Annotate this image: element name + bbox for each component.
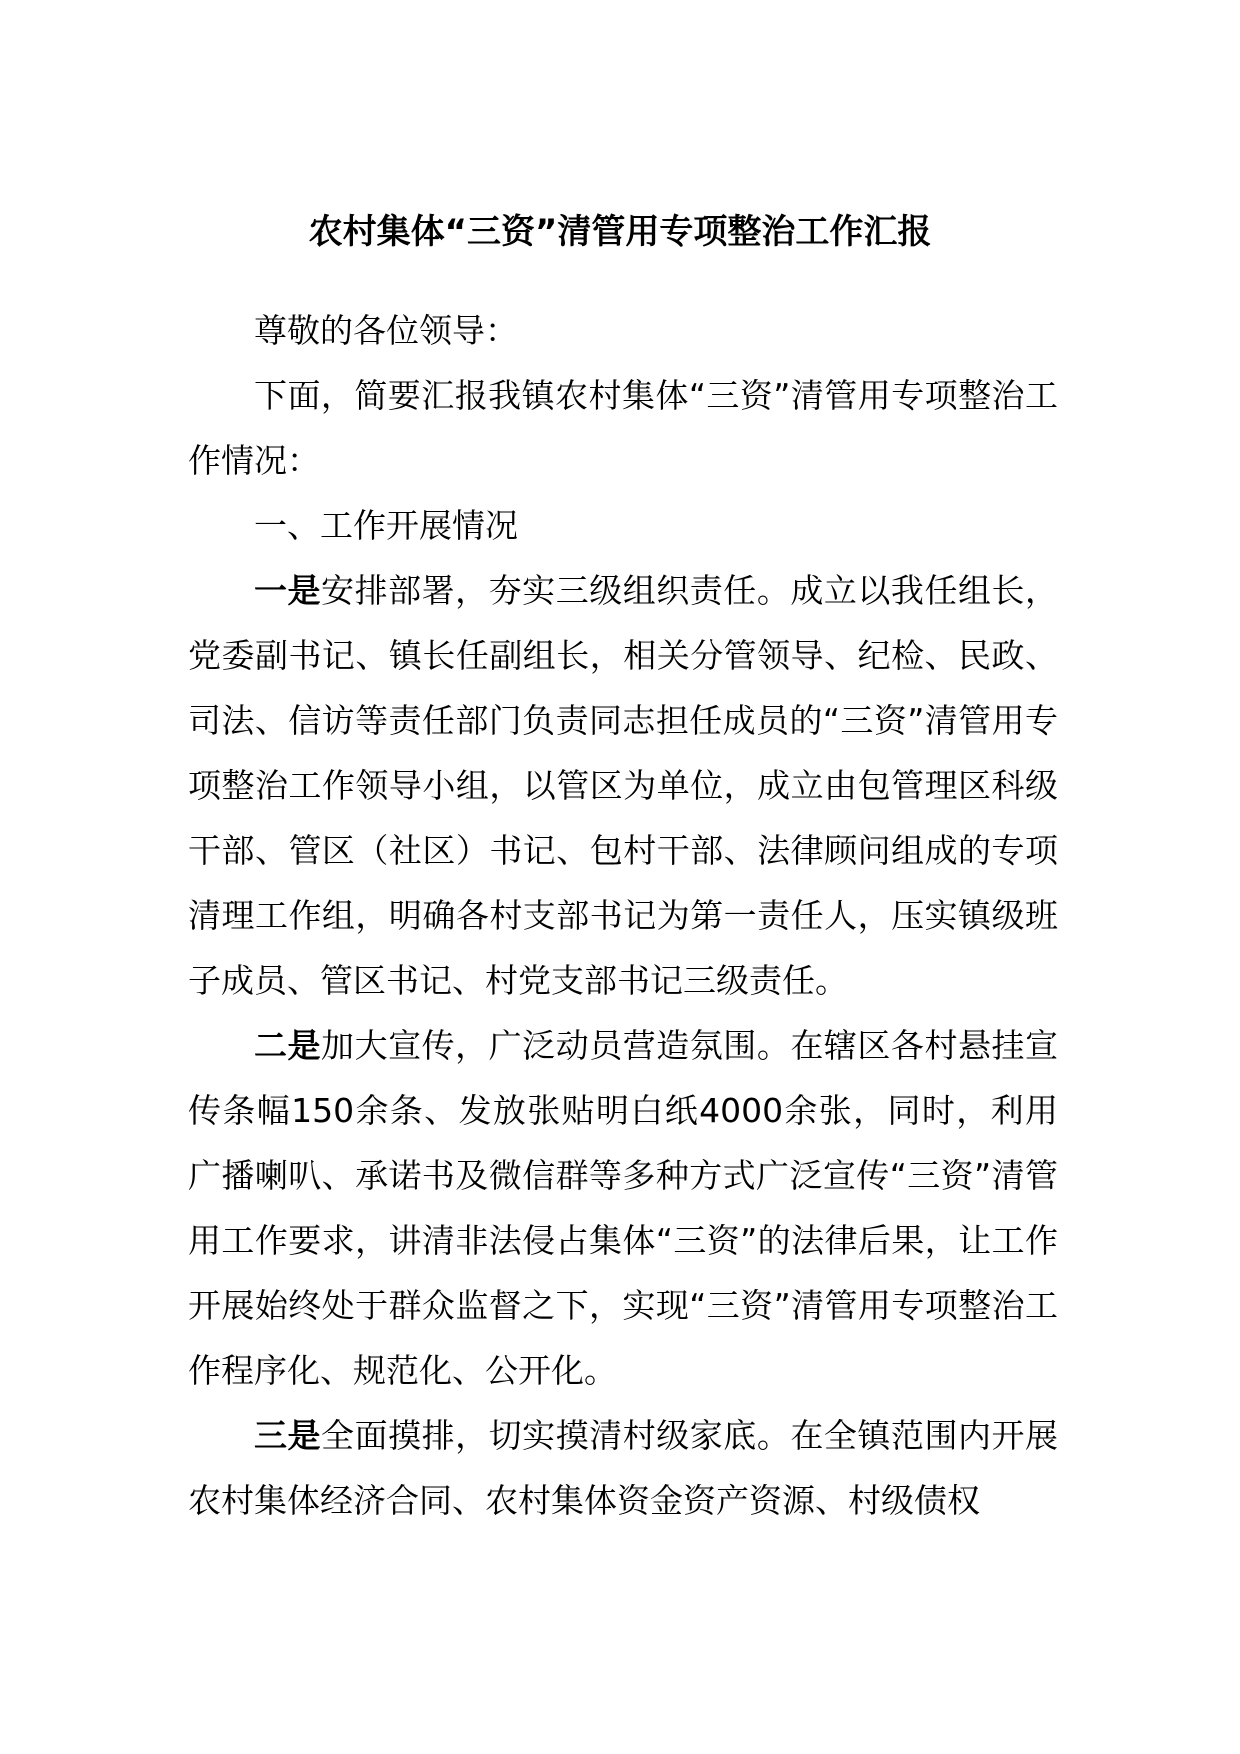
- item-paragraph-3: [188, 1403, 1058, 1533]
- item-lead: 一是: [254, 571, 322, 610]
- document-title: 农村集体“三资”清管用专项整治工作汇报: [308, 212, 932, 252]
- item-paragraph-1: [188, 558, 1058, 1013]
- item-text: 全面摸排，切实摸清村级家底。在全镇范围内开展农村集体经济合同、农村集体资金资产资源、村级债权: [188, 1416, 1059, 1520]
- item-paragraph-2: [188, 1013, 1058, 1403]
- item-text: 加大宣传，广泛动员营造氛围。在辖区各村悬挂宣传条幅150余条、发放张贴明白纸4000余张，同时，利用广播喇叭、承诺书及微信群等多种方式广泛宣传“三资”清管用工作要求，讲清非法侵占集体“三资”的法律后果，让工作开展始终处于群众监督之下，实现“三资”清管用专项整治工作程序化、规范化、公开化。: [188, 1026, 1059, 1390]
- document-body: [188, 298, 1058, 1533]
- item-lead: 三是: [254, 1416, 322, 1455]
- item-lead: 二是: [254, 1026, 322, 1065]
- intro-paragraph: 下面，简要汇报我镇农村集体“三资”清管用专项整治工作情况：: [188, 376, 1058, 480]
- section-heading: 一、工作开展情况: [254, 506, 518, 545]
- salutation: 尊敬的各位领导：: [254, 311, 518, 350]
- item-text: 安排部署，夯实三级组织责任。成立以我任组长，党委副书记、镇长任副组长，相关分管领导、纪检、民政、司法、信访等责任部门负责同志担任成员的“三资”清管用专项整治工作领导小组，以管区为单位，成立由包管理区科级干部、管区（社区）书记、包村干部、法律顾问组成的专项清理工作组，明确各村支部书记为第一责任人，压实镇级班子成员、管区书记、村党支部书记三级责任。: [188, 571, 1059, 1000]
